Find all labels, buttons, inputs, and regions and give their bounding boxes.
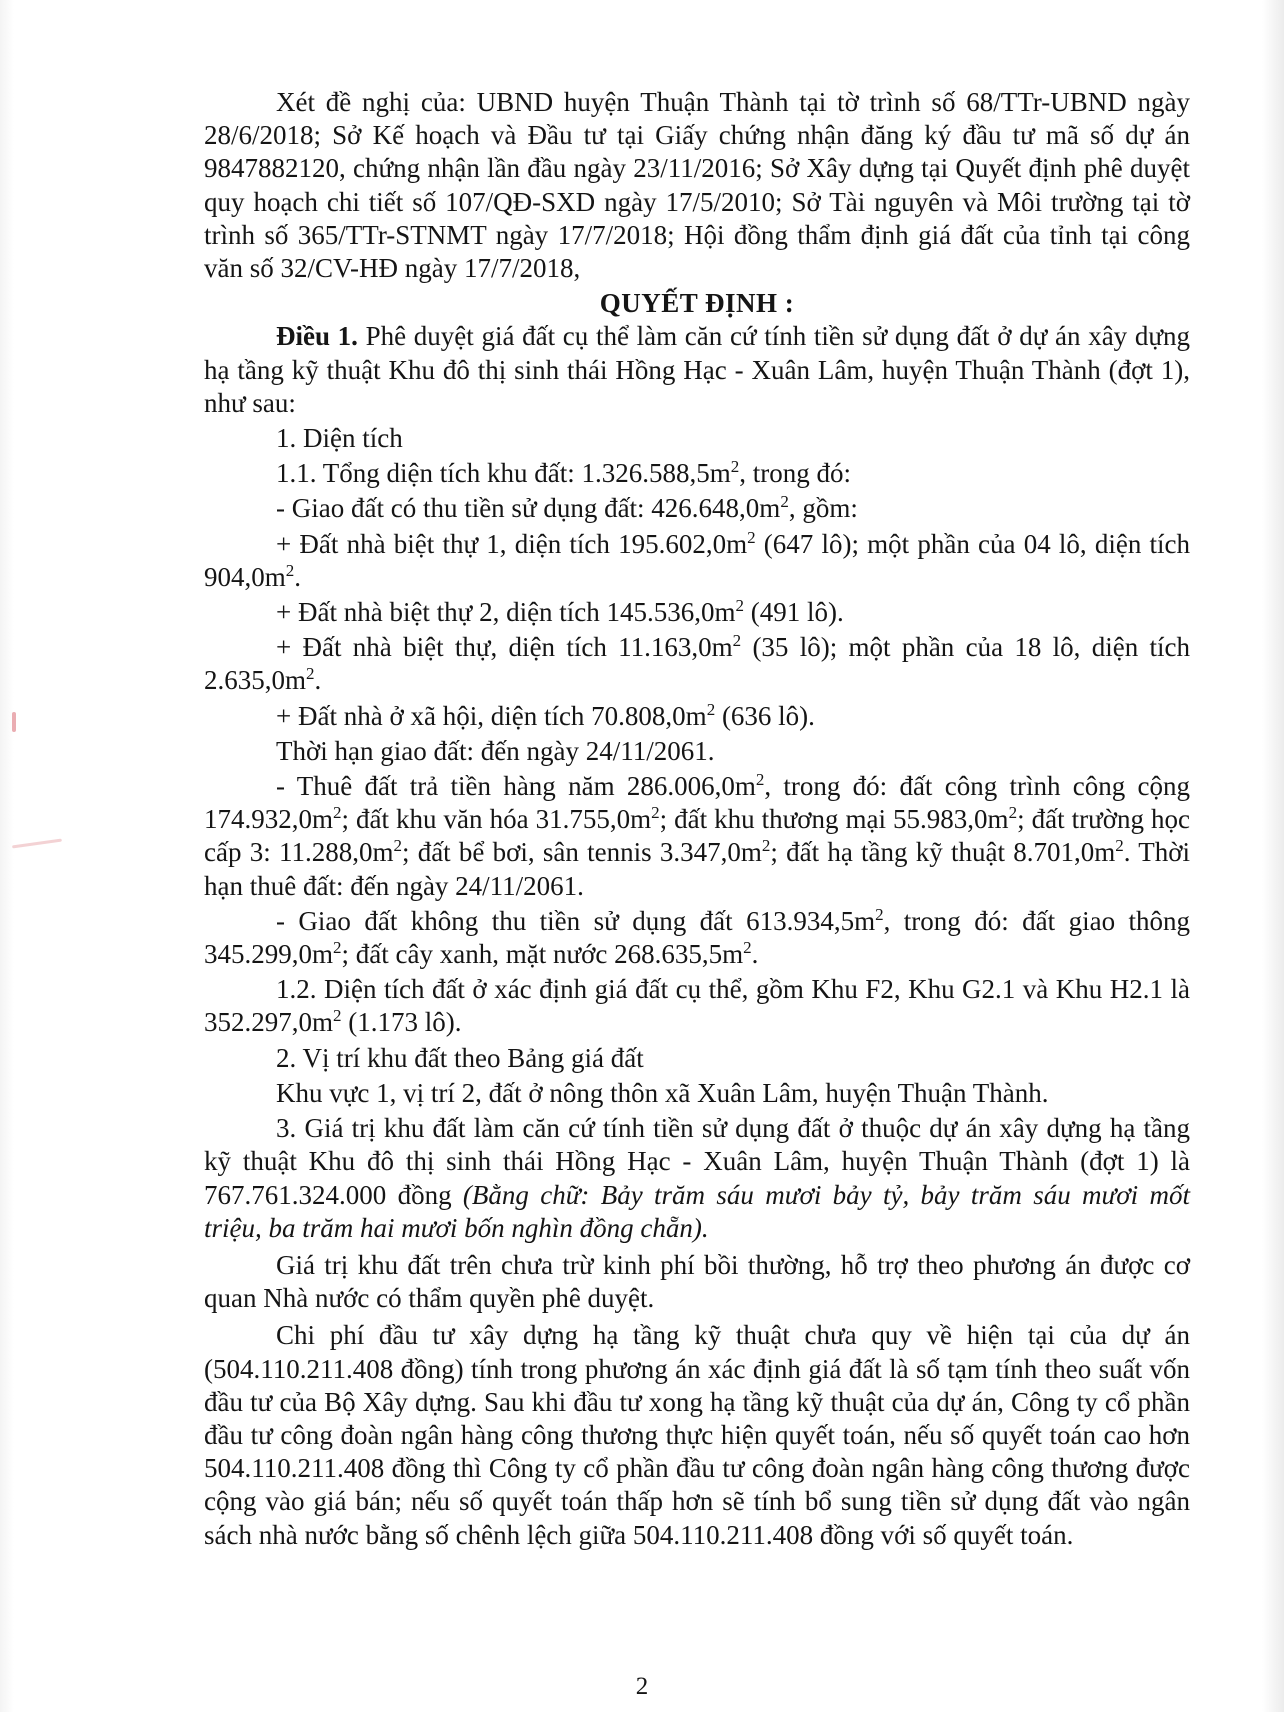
land-allocation-with-fee: - Giao đất có thu tiền sử dụng đất: $426.648,0m^2$, gồm: bbox=[276, 492, 858, 524]
section-2-text: Khu vực 1, vị trí 2, đất ở nông thôn xã Xuân Lâm, huyện Thuận Thành. bbox=[276, 1077, 1049, 1108]
amount-in-words: (Bằng chữ: Bảy trăm sáu mươi bảy tỷ, bảy trăm sáu mươi mốt triệu, ba trăm hai mươi bốn nghìn đồng chẵn). bbox=[204, 1179, 1190, 1243]
social-housing-item: + Đất nhà ở xã hội, diện tích $70.808,0m^2$ (636 lô). bbox=[276, 699, 815, 731]
allocation-term: Thời hạn giao đất: đến ngày 24/11/2061. bbox=[276, 735, 715, 766]
article-1-paragraph bbox=[204, 320, 1190, 420]
document-body bbox=[204, 86, 1190, 1552]
red-ink-mark bbox=[12, 712, 16, 732]
investment-cost-paragraph: Chi phí đầu tư xây dựng hạ tầng kỹ thuật chưa quy về hiện tại của dự án (504.110.211.408 đồng) tính trong phương án xác định giá đất là số tạm tính theo suất vốn đầu tư của Bộ Xây dựng. Sau khi đầu tư xong hạ tầng kỹ thuật của dự án, Công ty cổ phần đầu tư công đoàn ngân hàng công thương thực hiện quyết toán, nếu số quyết toán cao hơn 504.110.211.408 đồng thì Công ty cổ phần đầu tư công đoàn ngân hàng công thương được cộng vào giá bán; nếu số quyết toán thấp hơn sẽ tính bổ sung tiền sử dụng đất vào ngân sách nhà nước bằng số chênh lệch giữa 504.110.211.408 đồng với số quyết toán. bbox=[204, 1320, 1190, 1550]
section-1-2-paragraph: 1.2. Diện tích đất ở xác định giá đất cụ thể, gồm Khu F2, Khu G2.1 và Khu H2.1 là $352.297,0m^2$ (1.173 lô). bbox=[204, 974, 1190, 1038]
intro-paragraph: Xét đề nghị của: UBND huyện Thuận Thành tại tờ trình số 68/TTr-UBND ngày 28/6/2018; Sở Kế hoạch và Đầu tư tại Giấy chứng nhận đăng ký đầu tư mã số dự án 9847882120, chứng nhận lần đầu ngày 23/11/2016; Sở Xây dựng tại Quyết định phê duyệt quy hoạch chi tiết số 107/QĐ-SXD ngày 17/5/2010; Sở Tài nguyên và Môi trường tại tờ trình số 365/TTr-STNMT ngày 17/7/2018; Hội đồng thẩm định giá đất của tỉnh tại công văn số 32/CV-HĐ ngày 17/7/2018, bbox=[204, 87, 1190, 284]
decision-heading: QUYẾT ĐỊNH : bbox=[599, 288, 795, 319]
article-1-text: Phê duyệt giá đất cụ thể làm căn cứ tính tiền sử dụng đất ở dự án xây dựng hạ tầng kỹ thuật Khu đô thị sinh thái Hồng Hạc - Xuân Lâm, huyện Thuận Thành (đợt 1), như sau: bbox=[204, 321, 1190, 418]
annual-lease-paragraph: - Thuê đất trả tiền hàng năm $286.006,0m^2$, trong đó: đất công trình công cộng $174.932,0m^2$; đất khu văn hóa $31.755,0m^2$; đất khu thương mại $55.983,0m^2$; đất trường học cấp 3: $11.288,0m^2$; đất bể bơi, sân tennis $3.347,0m^2$; đất hạ tầng kỹ thuật $8.701,0m^2$. Thời hạn thuê đất: đến ngày 24/11/2061. bbox=[204, 770, 1190, 901]
villa-1-item: + Đất nhà biệt thự 1, diện tích $195.602,0m^2$ (647 lô); một phần của 04 lô, diện tích $904,0m^2$. bbox=[204, 527, 1190, 592]
red-ink-stroke bbox=[12, 839, 62, 849]
section-1-1-total-area: 1.1. Tổng diện tích khu đất: $1.326.588,5m^2$, trong đó: bbox=[276, 457, 851, 489]
article-1-label: Điều 1. bbox=[276, 321, 358, 352]
allocation-without-fee-paragraph: - Giao đất không thu tiền sử dụng đất $613.934,5m^2$, trong đó: đất giao thông $345.299,0m^2$; đất cây xanh, mặt nước $268.635,5m^2$. bbox=[204, 904, 1191, 970]
section-2-heading: 2. Vị trí khu đất theo Bảng giá đất bbox=[276, 1042, 644, 1073]
page-number: 2 bbox=[635, 1673, 649, 1700]
villa-2-item: + Đất nhà biệt thự 2, diện tích $145.536,0m^2$ (491 lô). bbox=[276, 596, 844, 628]
villa-item: + Đất nhà biệt thự, diện tích $11.163,0m^2$ (35 lô); một phần của 18 lô, diện tích $2.635,0m^2$. bbox=[204, 631, 1190, 696]
section-1-heading: 1. Diện tích bbox=[276, 423, 403, 454]
compensation-note-paragraph: Giá trị khu đất trên chưa trừ kinh phí bồi thường, hỗ trợ theo phương án được cơ quan Nhà nước có thẩm quyền phê duyệt. bbox=[204, 1249, 1190, 1314]
section-3-paragraph: 3. Giá trị khu đất làm căn cứ tính tiền sử dụng đất ở thuộc dự án xây dựng hạ tầng kỹ thuật Khu đô thị sinh thái Hồng Hạc - Xuân Lâm, huyện Thuận Thành (đợt 1) là 767.761.324.000 đồng (Bằng chữ: Bảy trăm sáu mươi bảy tỷ, bảy trăm sáu mươi mốt triệu, ba trăm hai mươi bốn nghìn đồng chẵn). bbox=[204, 1113, 1190, 1243]
